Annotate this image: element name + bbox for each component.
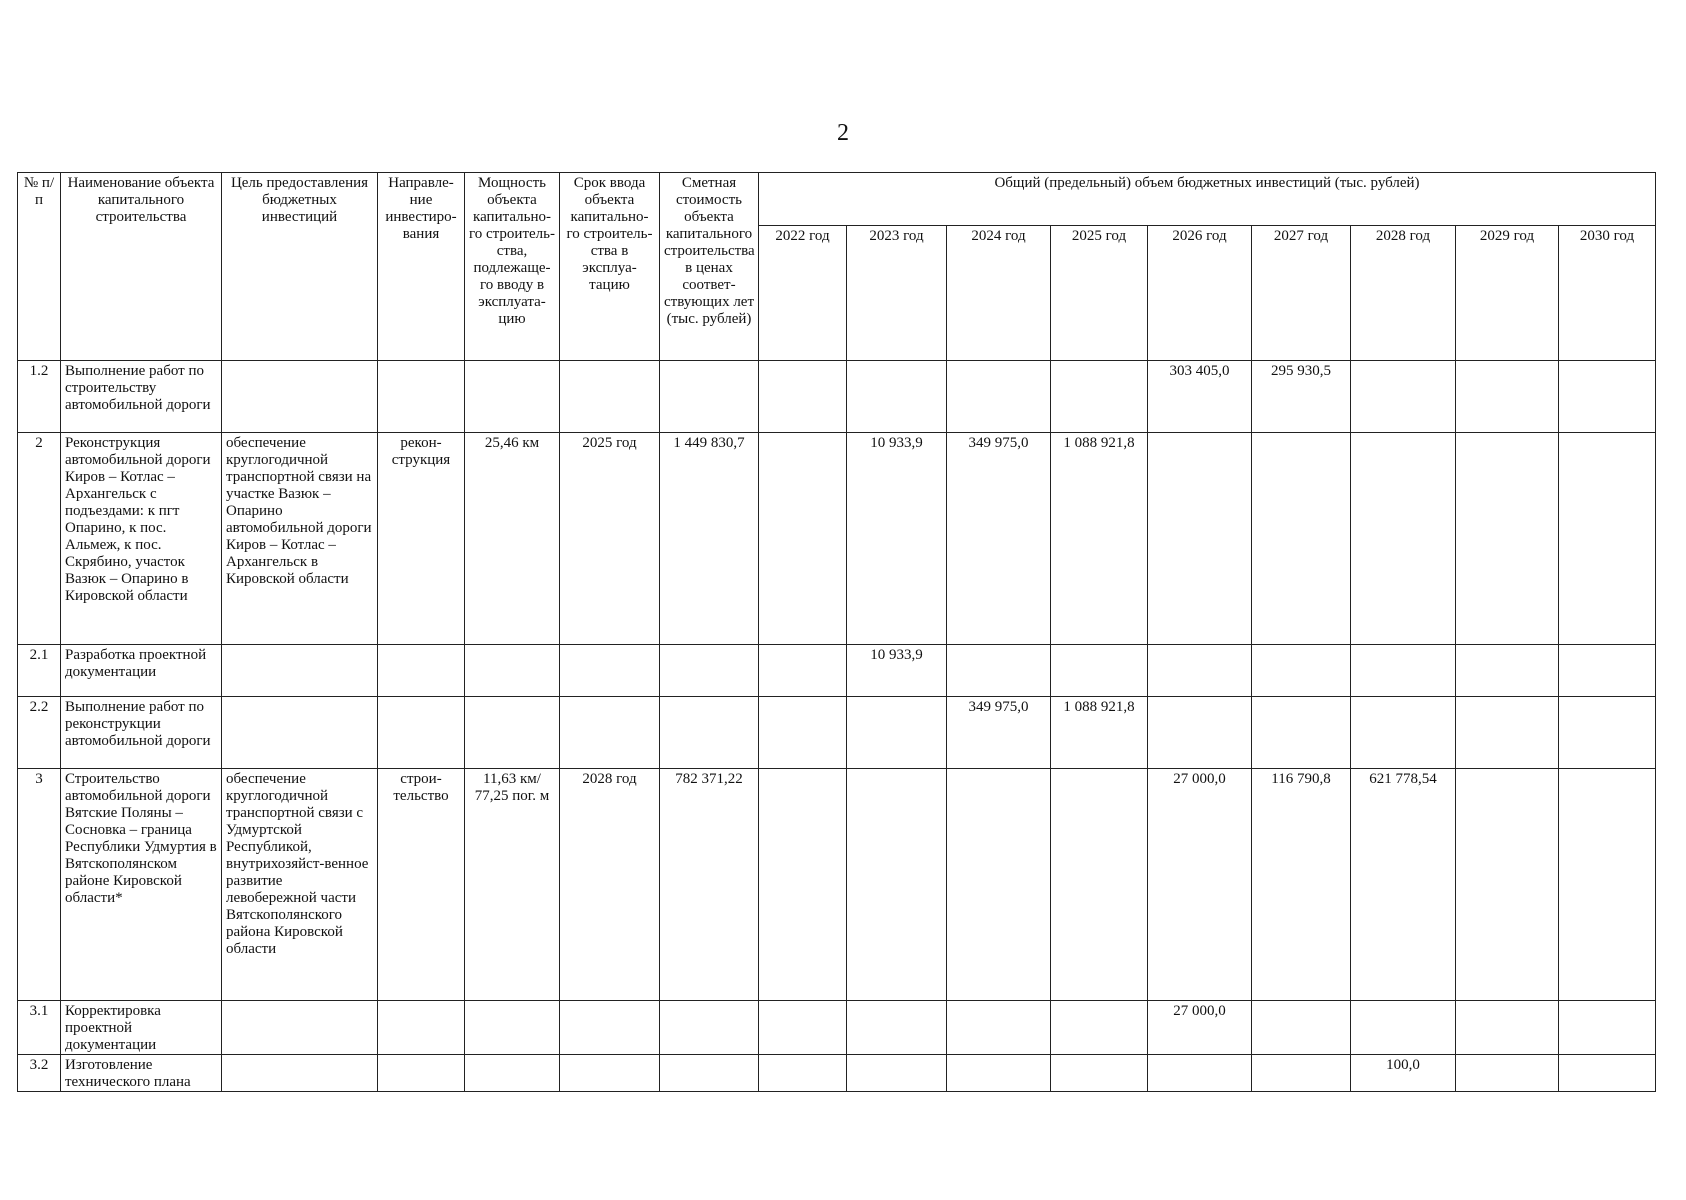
cell-direction: строи-тельство xyxy=(378,769,465,1001)
cell-year xyxy=(1456,1001,1559,1055)
cell-year xyxy=(847,1055,947,1092)
cell-goal xyxy=(222,1055,378,1092)
cell-term: 2025 год xyxy=(560,433,660,645)
cell-num: 2.2 xyxy=(18,697,61,769)
cell-year: 10 933,9 xyxy=(847,645,947,697)
header-direction: Направле-ние инвестиро-вания xyxy=(378,173,465,361)
cell-goal xyxy=(222,361,378,433)
cell-year xyxy=(1559,433,1656,645)
cell-cost: 1 449 830,7 xyxy=(660,433,759,645)
cell-year xyxy=(1351,645,1456,697)
cell-year xyxy=(1051,361,1148,433)
cell-year xyxy=(1252,645,1351,697)
cell-year xyxy=(1252,1001,1351,1055)
cell-year xyxy=(947,1055,1051,1092)
cell-year xyxy=(1559,645,1656,697)
header-year: 2023 год xyxy=(847,226,947,361)
cell-term: 2028 год xyxy=(560,769,660,1001)
cell-name: Разработка проектной документации xyxy=(61,645,222,697)
cell-capacity xyxy=(465,361,560,433)
cell-year xyxy=(847,769,947,1001)
page-number: 2 xyxy=(837,120,849,146)
cell-year xyxy=(759,697,847,769)
header-capacity: Мощность объекта капитально-го строитель-ства, подлежаще-го вводу в эксплуата-цию xyxy=(465,173,560,361)
cell-capacity xyxy=(465,697,560,769)
cell-num: 3.1 xyxy=(18,1001,61,1055)
cell-goal: обеспечение круглогодичной транспортной связи на участке Вазюк – Опарино автомобильной дороги Киров – Котлас – Архангельск в Кировской области xyxy=(222,433,378,645)
cell-year xyxy=(947,361,1051,433)
cell-year xyxy=(1559,697,1656,769)
header-term: Срок ввода объекта капитально-го строитель-ства в эксплуа-тацию xyxy=(560,173,660,361)
table-row xyxy=(18,361,1656,433)
cell-year xyxy=(1051,1001,1148,1055)
cell-year: 621 778,54 xyxy=(1351,769,1456,1001)
cell-year xyxy=(1148,1055,1252,1092)
cell-direction xyxy=(378,645,465,697)
cell-year xyxy=(1456,645,1559,697)
cell-name: Корректировка проектной документации xyxy=(61,1001,222,1055)
table-row xyxy=(18,697,1656,769)
cell-year xyxy=(947,1001,1051,1055)
cell-year xyxy=(1252,697,1351,769)
cell-year xyxy=(1252,1055,1351,1092)
cell-term xyxy=(560,697,660,769)
cell-year xyxy=(759,1001,847,1055)
cell-year xyxy=(1351,1001,1456,1055)
cell-capacity: 11,63 км/ 77,25 пог. м xyxy=(465,769,560,1001)
cell-year: 116 790,8 xyxy=(1252,769,1351,1001)
header-year: 2022 год xyxy=(759,226,847,361)
cell-direction xyxy=(378,1001,465,1055)
cell-num: 3.2 xyxy=(18,1055,61,1092)
cell-year xyxy=(1351,697,1456,769)
cell-goal xyxy=(222,1001,378,1055)
cell-year: 100,0 xyxy=(1351,1055,1456,1092)
cell-num: 3 xyxy=(18,769,61,1001)
cell-cost xyxy=(660,1055,759,1092)
investment-table xyxy=(17,172,1656,1092)
cell-goal xyxy=(222,645,378,697)
header-investments: Общий (предельный) объем бюджетных инвестиций (тыс. рублей) xyxy=(759,173,1656,226)
table-row xyxy=(18,645,1656,697)
cell-name: Выполнение работ по строительству автомобильной дороги xyxy=(61,361,222,433)
cell-name: Выполнение работ по реконструкции автомобильной дороги xyxy=(61,697,222,769)
cell-name: Реконструкция автомобильной дороги Киров – Котлас – Архангельск с подъездами: к пгт Опарино, к пос. Альмеж, к пос. Скрябино, участок Вазюк – Опарино в Кировской области xyxy=(61,433,222,645)
cell-year xyxy=(1051,1055,1148,1092)
cell-year: 10 933,9 xyxy=(847,433,947,645)
cell-year xyxy=(1456,769,1559,1001)
cell-year: 27 000,0 xyxy=(1148,769,1252,1001)
cell-cost xyxy=(660,697,759,769)
header-goal: Цель предоставления бюджетных инвестиций xyxy=(222,173,378,361)
cell-year xyxy=(759,769,847,1001)
cell-direction xyxy=(378,1055,465,1092)
header-year: 2027 год xyxy=(1252,226,1351,361)
header-name: Наименование объекта капитального строительства xyxy=(61,173,222,361)
cell-year xyxy=(1051,645,1148,697)
cell-year xyxy=(847,1001,947,1055)
cell-year: 27 000,0 xyxy=(1148,1001,1252,1055)
cell-cost: 782 371,22 xyxy=(660,769,759,1001)
cell-capacity xyxy=(465,1001,560,1055)
cell-num: 2 xyxy=(18,433,61,645)
cell-capacity xyxy=(465,645,560,697)
cell-capacity: 25,46 км xyxy=(465,433,560,645)
cell-goal xyxy=(222,697,378,769)
table-row xyxy=(18,1055,1656,1092)
cell-direction xyxy=(378,361,465,433)
header-year: 2024 год xyxy=(947,226,1051,361)
cell-year xyxy=(1559,769,1656,1001)
cell-year: 1 088 921,8 xyxy=(1051,433,1148,645)
cell-cost xyxy=(660,1001,759,1055)
header-year: 2030 год xyxy=(1559,226,1656,361)
table-row xyxy=(18,433,1656,645)
cell-year xyxy=(1351,433,1456,645)
cell-direction xyxy=(378,697,465,769)
cell-year: 295 930,5 xyxy=(1252,361,1351,433)
cell-name: Строительство автомобильной дороги Вятские Поляны – Сосновка – граница Республики Удмуртия в Вятскополянском районе Кировской области* xyxy=(61,769,222,1001)
cell-year xyxy=(947,645,1051,697)
cell-year: 303 405,0 xyxy=(1148,361,1252,433)
table-row xyxy=(18,769,1656,1001)
cell-capacity xyxy=(465,1055,560,1092)
cell-year xyxy=(1456,1055,1559,1092)
cell-year xyxy=(1148,645,1252,697)
cell-direction: рекон-струкция xyxy=(378,433,465,645)
table-row xyxy=(18,1001,1656,1055)
cell-year: 1 088 921,8 xyxy=(1051,697,1148,769)
header-num: № п/п xyxy=(18,173,61,361)
cell-year xyxy=(847,361,947,433)
header-year: 2026 год xyxy=(1148,226,1252,361)
cell-year xyxy=(1456,433,1559,645)
cell-num: 2.1 xyxy=(18,645,61,697)
cell-year xyxy=(847,697,947,769)
cell-year xyxy=(1148,697,1252,769)
cell-year xyxy=(1559,361,1656,433)
cell-term xyxy=(560,645,660,697)
header-year: 2028 год xyxy=(1351,226,1456,361)
cell-year xyxy=(759,433,847,645)
cell-name: Изготовление технического плана xyxy=(61,1055,222,1092)
cell-year xyxy=(1252,433,1351,645)
cell-goal: обеспечение круглогодичной транспортной связи с Удмуртской Республикой, внутрихозяйст-венное развитие левобережной части Вятскополянского района Кировской области xyxy=(222,769,378,1001)
cell-year xyxy=(1351,361,1456,433)
cell-cost xyxy=(660,645,759,697)
cell-year xyxy=(1456,361,1559,433)
cell-year xyxy=(1559,1001,1656,1055)
cell-term xyxy=(560,1055,660,1092)
header-year: 2025 год xyxy=(1051,226,1148,361)
cell-year xyxy=(759,645,847,697)
cell-year: 349 975,0 xyxy=(947,433,1051,645)
cell-year xyxy=(947,769,1051,1001)
cell-term xyxy=(560,361,660,433)
cell-year xyxy=(1456,697,1559,769)
cell-cost xyxy=(660,361,759,433)
cell-year xyxy=(1051,769,1148,1001)
cell-year: 349 975,0 xyxy=(947,697,1051,769)
cell-year xyxy=(1148,433,1252,645)
header-year: 2029 год xyxy=(1456,226,1559,361)
header-cost: Сметная стоимость объекта капитального строительства в ценах соответ-ствующих лет (тыс. рублей) xyxy=(660,173,759,361)
cell-year xyxy=(759,361,847,433)
cell-num: 1.2 xyxy=(18,361,61,433)
cell-year xyxy=(759,1055,847,1092)
cell-year xyxy=(1559,1055,1656,1092)
cell-term xyxy=(560,1001,660,1055)
